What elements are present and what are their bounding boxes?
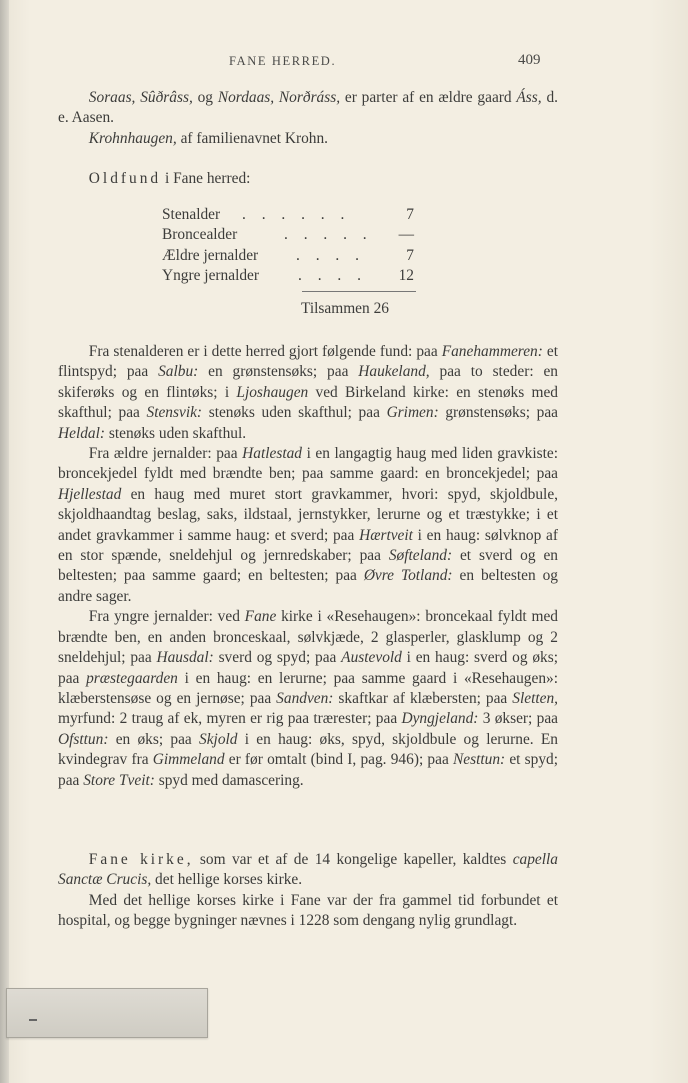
table-row [162,246,418,266]
text-run: Fra stenalderen er i dette herred gjort følgende fund: paa [88,343,442,360]
oldfund-table [162,205,418,317]
place-name: Soraas, Sûðrâss, [88,89,193,106]
place-name: Dyngjeland: [401,710,479,728]
text-run: kirke i «Resehaugen»: broncekaal fyldt med brændte ben, en anden bronceskaal, sølvkjæde, 2 glasperler, glasklump og 2 sneldehjul; paa [58,608,558,667]
row-label: Broncealder [162,226,238,244]
row-label: Ældre jernalder [162,246,259,264]
row-value: 7 [406,246,414,264]
text-run: skaftkar af klæbersten; paa [333,689,513,707]
intro-paragraph-1 [58,88,558,129]
text-run: i en langagtig haug med liden gravkiste: broncekjedel fyldt med brændte ben; paa samme gaard: en broncekjedel; paa [58,445,558,483]
total-label: Tilsammen [301,300,370,317]
place-name: Nesttun: [452,751,506,769]
text-run: stenøks uden skafthul. [105,424,247,442]
text-run: i Fane herred: [161,170,251,188]
stenalder-paragraph [58,342,558,444]
text-run: som var et af de 14 kongelige kapeller, kaldtes [193,851,513,868]
text-run: et flintspyd; paa [58,343,558,381]
table-row [162,225,418,245]
yngre-paragraph [58,607,558,791]
place-name: Ofsttun: [58,730,109,748]
text-run: i en haug: øks, spyd, skjoldbule og lerurne. En kvindegrav fra [58,730,558,769]
place-name: præstegaarden [86,669,178,687]
text-run: en haug med muret stort gravkammer, hvori: spyd, skjoldbule, skjoldhaandtag beslag, saks, ildstaal, jernstykker, lerurne og et træstykke; i et andet gravkammer i samme haug: et sverd; paa [58,485,558,544]
text-run: spyd med damascering. [154,771,304,789]
page-gutter [0,0,9,1083]
text-run: i en haug: sølvknop af en stor spænde, sneldehjul og jernredskaber; paa [58,526,558,565]
finds-section [58,342,558,791]
table-row [162,266,418,286]
place-name: Hærtveit [359,526,413,544]
row-leader: . . . . [298,267,367,285]
row-leader: . . . . . . [242,206,351,223]
text-run: en grønstensøks; paa [198,363,359,381]
text-run: ved Birkeland kirke: en stenøks med skafthul; paa [58,383,558,422]
place-name: Salbu: [158,363,199,381]
place-name: Ljoshaugen [236,383,309,401]
total-rule [302,291,416,292]
place-name: Store Tveit: [83,771,155,789]
text-run: i en haug: sverd og øks; paa [58,649,558,687]
text-run: sverd og spyd; paa [213,649,342,667]
text-run: et sverd og en beltesten; paa samme gaard; en beltesten; paa [58,547,558,585]
place-name: Heldal: [58,424,106,442]
text-run: er parter af en ældre gaard [340,89,517,106]
row-value: 7 [406,206,414,223]
text-run: et spyd; paa [58,751,559,789]
place-name: Gimmeland [152,751,225,769]
text-run: paa to steder: en skiferøks og en flintøks; i [58,363,558,401]
place-name: Haukeland, [358,363,430,381]
text-run: Fra ældre jernalder: paa [88,445,243,463]
text-run: det hellige korses kirke. [151,871,303,889]
row-leader: . . . . . [284,226,373,244]
kirke-paragraph-2: Med det hellige korses kirke i Fane var der fra gammel tid forbundet et hospital, og begge bygninger nævnes i 1228 som dengang nylig grundlagt. [58,891,558,930]
text-run: stenøks uden skafthul; paa [202,404,387,422]
text-run: og [192,89,218,106]
row-label: Stenalder [162,206,221,223]
place-name: Austevold [341,649,402,667]
place-name: Sletten, [512,689,558,707]
text-run: af familienavnet Krohn. [176,129,329,147]
row-value: 12 [398,267,414,285]
text-run: i en haug: en lerurne; paa samme gaard i «Resehaugen»: klæberstensøse og en jernøse; paa [58,669,558,707]
place-name: Stensvik: [146,404,203,422]
oldfund-heading [58,169,558,189]
page-header [0,52,688,74]
intro-block [58,88,558,190]
spaced-heading: Fane kirke, [88,851,194,868]
kirke-section [58,850,558,932]
text-run: 3 økser; paa [478,710,558,728]
text-run: en øks; paa [108,730,200,748]
row-label: Yngre jernalder [162,267,259,285]
aeldre-paragraph [58,444,558,607]
place-name: Fane [244,608,277,626]
text-run: myrfund: 2 traug af ek, myren er rig paa trærester; paa [58,710,402,728]
running-head: FANE HERRED. [229,54,337,68]
place-name: Sandven: [276,689,334,707]
page-number: 409 [518,52,541,68]
place-name: Hatlestad [242,445,302,463]
total-value: 26 [373,300,389,317]
slip-mark [29,1019,37,1021]
place-name: Fanehammeren: [441,343,543,360]
place-name: Grimen: [386,404,439,422]
text-run: Fra yngre jernalder: ved [88,608,245,626]
text-run: er før omtalt (bind I, pag. 946); paa [224,751,453,769]
row-leader: . . . . [296,246,365,264]
place-name: Hausdal: [156,649,214,667]
kirke-paragraph-1 [58,850,558,891]
place-name: Hjellestad [58,485,122,503]
place-name: Søfteland: [388,547,453,565]
table-row [162,205,418,225]
intro-paragraph-2 [58,129,558,149]
paper-slip [6,988,208,1038]
total-line [301,299,389,319]
place-name: Skjold [199,730,238,748]
place-name: Áss, [516,89,542,106]
row-value: — [398,226,414,244]
spaced-heading: Oldfund [88,170,162,188]
place-name: Krohnhaugen, [88,129,177,147]
place-name: Øvre Totland: [363,567,453,585]
text-run: en beltesten og andre sager. [58,567,558,605]
text-run: grønstensøks; paa [438,404,559,422]
place-name: Nordaas, Norðráss, [217,89,341,106]
latin-name: capella Sanctæ Crucis, [58,851,558,889]
text-run: d. e. Aasen. [58,89,558,127]
